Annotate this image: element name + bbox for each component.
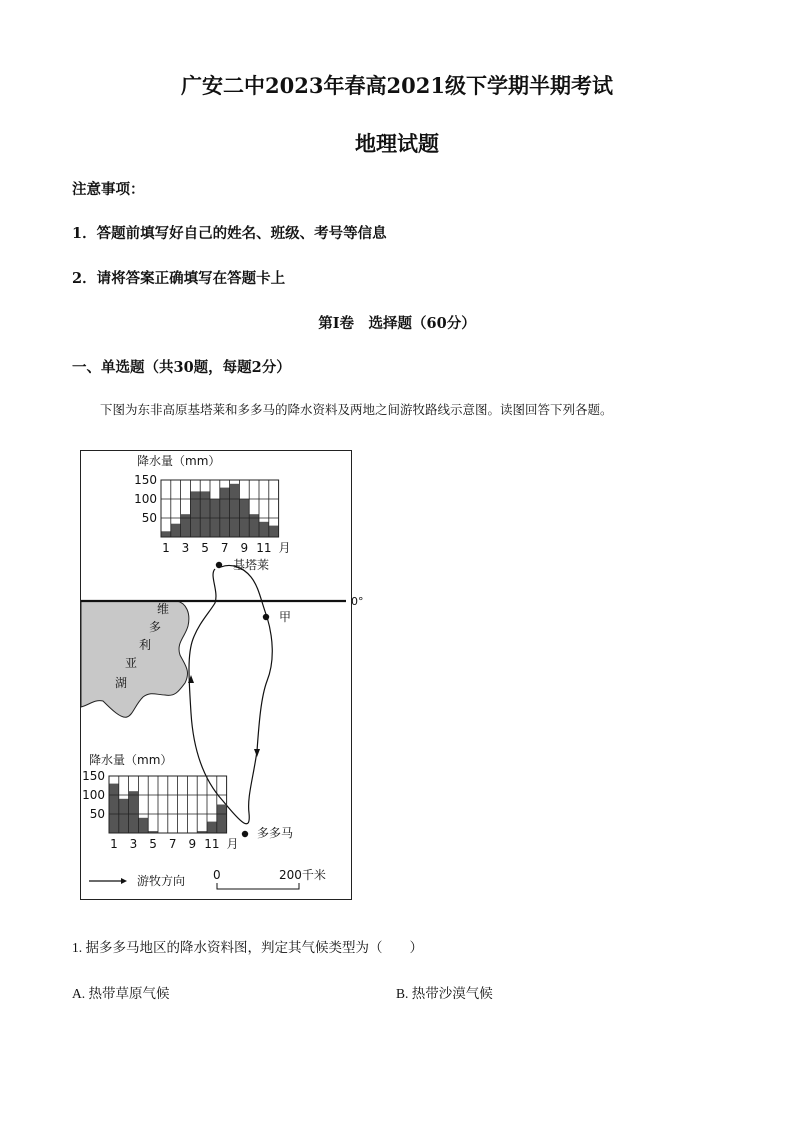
top-bar-8 [230, 484, 240, 537]
bot-xtick-4: 9 [188, 837, 197, 851]
scale-bar [217, 883, 299, 889]
bot-bar-4 [138, 818, 148, 833]
bot-ytick-100: 100 [82, 788, 105, 802]
notice-item-2: 2．请将答案正确填写在答题卡上 [72, 270, 286, 287]
bot-xtick-3: 7 [168, 837, 177, 851]
top-bar-7 [220, 488, 230, 537]
route-map [81, 451, 364, 901]
dodoma-label: 多多马 [257, 826, 294, 840]
legend-route-label: 游牧方向 [137, 874, 186, 888]
top-ytick-50: 50 [141, 511, 157, 525]
part-title: 一、单选题（共30题，每题2分） [72, 359, 291, 376]
notice-item-1: 1．答题前填写好自己的姓名、班级、考号等信息 [72, 225, 387, 242]
kitale-label: 基塔莱 [233, 558, 270, 572]
top-xtick-5: 11 [256, 541, 272, 555]
lake-char-2: 多 [149, 620, 162, 634]
top-xtick-4: 9 [240, 541, 249, 555]
figure-panel [80, 450, 364, 900]
point-a-dot [263, 614, 269, 620]
top-xtick-2: 5 [201, 541, 209, 555]
top-xtick-3: 7 [220, 541, 229, 555]
bot-bar-11 [207, 822, 217, 833]
lake-char-5: 湖 [115, 676, 128, 690]
top-ytick-150: 150 [134, 473, 157, 487]
bot-bar-3 [129, 791, 139, 833]
figure-intro: 下图为东非高原基塔莱和多多马的降水资料及两地之间游牧路线示意图。读图回答下列各题。 [100, 402, 613, 417]
bot-ytick-150: 150 [82, 769, 105, 783]
equator-label: 0° [351, 595, 364, 608]
bot-xtick-1: 3 [129, 837, 138, 851]
point-a-label: 甲 [279, 610, 292, 624]
exam-title: 广安二中2023年春高2021级下学期半期考试 [181, 73, 613, 98]
exam-subtitle: 地理试题 [355, 131, 439, 156]
notice-heading: 注意事项： [72, 181, 145, 198]
bot-xtick-6: 月 [226, 837, 239, 851]
kitale-rainfall-chart [134, 453, 290, 555]
bot-xtick-2: 5 [149, 837, 157, 851]
dodoma-dot [242, 831, 248, 837]
lake-char-3: 利 [139, 638, 152, 652]
scale-end-label: 200千米 [279, 868, 326, 882]
top-ytick-100: 100 [134, 492, 157, 506]
top-xtick-0: 1 [162, 541, 170, 555]
lake-char-1: 维 [157, 602, 170, 616]
top-bar-4 [190, 491, 200, 537]
bot-ytick-50: 50 [89, 807, 105, 821]
route-arrow-down [254, 749, 260, 757]
migration-route [189, 565, 272, 823]
bot-xtick-5: 11 [204, 837, 220, 851]
top-bar-11 [259, 522, 269, 537]
dodoma-rainfall-chart [82, 752, 238, 851]
top-bar-2 [171, 524, 181, 537]
bot-bar-12 [217, 805, 227, 834]
top-ylabel: 降水量（mm） [137, 454, 221, 468]
bot-xtick-0: 1 [110, 837, 118, 851]
lake-char-4: 亚 [125, 656, 138, 670]
bot-bar-2 [119, 799, 129, 833]
top-bar-12 [269, 526, 279, 537]
top-bar-5 [200, 491, 210, 537]
top-bar-1 [161, 531, 171, 537]
kitale-dot [216, 562, 222, 568]
scale-start-label: 0 [213, 868, 221, 882]
legend-arrow-icon [121, 878, 127, 884]
question-1-option-a[interactable]: A. 热带草原气候 [72, 986, 170, 1001]
question-1-option-b[interactable]: B. 热带沙漠气候 [396, 986, 493, 1001]
volume-title: 第Ⅰ卷 选择题（60分） [318, 315, 476, 332]
question-1-stem: 1. 据多多马地区的降水资料图，判定其气候类型为（ ） [72, 940, 423, 955]
top-xtick-1: 3 [181, 541, 190, 555]
bot-bar-1 [109, 784, 119, 833]
top-xtick-6: 月 [278, 541, 291, 555]
bottom-ylabel: 降水量（mm） [89, 753, 173, 767]
